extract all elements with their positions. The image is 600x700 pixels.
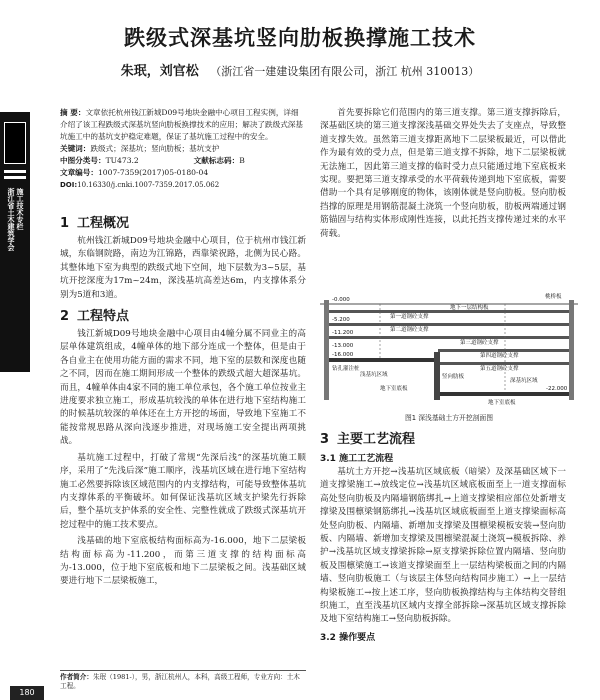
figure-1 bbox=[320, 290, 578, 408]
section-number: 3 bbox=[320, 432, 330, 447]
subsection-heading: 3.2 操作要点 bbox=[320, 632, 376, 643]
right-column-top bbox=[320, 107, 566, 244]
label-rib: 竖向肋板 bbox=[442, 374, 465, 380]
support-beam bbox=[329, 323, 569, 326]
section-number: 2 bbox=[60, 309, 70, 325]
authors: 朱珉，刘官松 bbox=[120, 64, 199, 79]
page-title: 跌级式深基坑竖向肋板换撑施工技术 bbox=[124, 26, 476, 50]
doc-code-value: B bbox=[239, 156, 245, 165]
support-beam bbox=[438, 349, 569, 352]
section-heading bbox=[60, 305, 306, 324]
retaining-wall bbox=[324, 300, 329, 400]
section-number: 1 bbox=[60, 216, 70, 231]
doc-code-label: 文献标志码： bbox=[193, 156, 240, 165]
section-heading bbox=[60, 212, 306, 231]
doi-label: DOI: bbox=[60, 181, 78, 189]
vertical-rib bbox=[434, 352, 440, 400]
doi-value: 10.16330/j.cnki.1007-7359.2017.05.062 bbox=[77, 181, 220, 189]
left-column bbox=[60, 212, 306, 592]
label-floor-b1: 地下一层结构板 bbox=[450, 305, 489, 311]
article-no-label: 文章编号： bbox=[60, 168, 98, 177]
elevation-1: -5.200 bbox=[332, 317, 350, 323]
author-line bbox=[0, 60, 600, 79]
paragraph: 基坑施工过程中，打破了常规“先深后浅”的深基坑施工顺序，采用了“先浅后深”施工顺序，浅基坑区域在进行地下室结构施工必然要拆除该区域范围内的内支撑结构，可能导致整体基坑内支撑体系的平衡破坏。如何保证浅基坑区域支护梁先行拆除后，整个基坑支护体系的安全性、完整性就成了跌级式深基坑开挖过程中的施工技术要点。 bbox=[60, 452, 306, 530]
keywords bbox=[60, 143, 306, 155]
label-shallow: 浅基坑区域 bbox=[360, 372, 388, 378]
support-beam bbox=[329, 310, 569, 313]
label-support-1: 第一道钢砼支撑 bbox=[390, 314, 429, 320]
paragraph: 钱江新城D09号地块金融中心项目由4幢分属不同业主的高层单体建筑组成，4幢单体的地下部分连成一个整体，但是由于各自业主在使用功能方面的需求不同，地下室的层数和深度也随之不同，因而在施工期间形成一个整体的跌级式超大超深基坑。而且，4幢单体由4家不同的施工单位承包，各个施工单位按业主进度要求独立施工，形成基坑较浅的单体在进行地下室结构施工的时候基坑较深的单体还在土方开挖的场面，导致地下室施工不能按常规思路从深向浅逐步推进，对现场施工安全提出两项挑战。 bbox=[60, 329, 306, 447]
section-diagram bbox=[320, 290, 578, 408]
section-title: 工程概况 bbox=[77, 216, 130, 231]
support-beam bbox=[329, 336, 569, 339]
floor-slab bbox=[440, 392, 569, 396]
article-no-value: 1007-7359(2017)05-0180-04 bbox=[97, 168, 209, 177]
abstract-block bbox=[60, 107, 306, 191]
paragraph: 基坑土方开挖→浅基坑区域底板（暗梁）及深基础区域下一道支撑梁施工→放线定位→浅基坑区域底板面至上一道支撑面标高处竖向肋板及内隔墙钢筋绑扎→上道支撑梁相应部位处新增支撑梁及围檩梁钢筋绑扎→浅基坑区域底板面至上道支撑梁面标高处竖向肋板、内隔墙、新增加支撑梁及围檩梁模板安装→竖向肋板、内隔墙、新增加支撑梁及围檩梁混凝土浇筑→模板拆除、养护→浅基坑区域支撑梁拆除→原支撑梁拆除位置内隔墙、竖向肋板及围檩梁施工→该道支撑梁面至上一层结构梁板面之间的内隔墙、竖向肋板施工（与该层主体竖向结构同步施工）→上一层结构梁板施工→按上述工序，竖向肋板换撑结构与主体结构交替组织施工，直至浅基坑区域内支撑全部拆除→深基坑区域支撑拆除及地下室结构施工→竖向肋板拆除。 bbox=[320, 467, 566, 625]
journal-sidebar bbox=[0, 112, 30, 372]
keywords-text: 跌级式；深基坑；竖向肋板；基坑支护 bbox=[90, 144, 220, 153]
clc-value: TU473.2 bbox=[105, 156, 139, 165]
label-floor-deep: 地下室底板 bbox=[488, 400, 516, 406]
label-floor-bottom: 地下室底板 bbox=[380, 386, 408, 392]
divider bbox=[4, 170, 26, 173]
floor-slab bbox=[329, 358, 438, 362]
elevation-3: -13.000 bbox=[332, 343, 354, 349]
label-deep: 深基坑区域 bbox=[510, 378, 538, 384]
label-support-5: 第五道钢砼支撑 bbox=[480, 366, 519, 372]
section-title: 工程特点 bbox=[77, 309, 130, 325]
label-left: 钻孔灌注桩 bbox=[332, 366, 360, 372]
article-number bbox=[60, 167, 306, 179]
doi bbox=[60, 179, 306, 191]
label-support-2: 第二道钢砼支撑 bbox=[390, 327, 429, 333]
paragraph: 首先要拆除它们范围内的第三道支撑。第三道支撑拆除后，深基础区块的第三道支撑深浅基础交界处失去了支座点，导致整道支撑失效。虽然第三道支撑距离地下二层梁板最近，可以借此作为最有效的受力点，但是第三道支撑不拆除，地下二层梁板就无法施工，因此第三道支撑的临时受力点只能通过地下室底板来实现。要把第三道支撑承受的水平荷载传递到地下室底板，需要借助一个具有足够刚度的物体，该刚体就是竖向肋板。竖向肋板挡撑的原理是用钢筋混凝土浇筑一个竖向肋板，肋板两端通过钢筋锚固与结构实体形成刚性连接，以此托挡支撑传递过来的水平荷载。 bbox=[320, 108, 566, 239]
section-heading bbox=[320, 428, 566, 447]
abstract-text: 文章依托杭州钱江新城D09号地块金融中心项目工程实例，详细介绍了该工程跌级式深基坑竖向肋板换撑技术的应用；解决了跌级式深基坑施工中的基坑支护稳定难题，保证了基坑施工过程中的安全。 bbox=[60, 108, 303, 141]
paragraph: 浅基础的地下室底板结构面标高为-16.000，地下二层梁板结构面标高为-11.200，而第三道支撑的结构面标高为-13.000，位于地下室底板和地下二层梁板之间。浅基础区域要进行地下二层梁板施工， bbox=[60, 536, 306, 587]
section-title: 主要工艺流程 bbox=[337, 432, 416, 447]
figure-caption: 图1 深浅基础土方开挖剖面图 bbox=[404, 414, 494, 422]
sidebar-text-2: 施工技术专栏 bbox=[16, 188, 24, 230]
clc-label: 中图分类号： bbox=[60, 156, 106, 165]
elevation-2: -11.200 bbox=[332, 330, 354, 336]
label-support-3: 第三道钢砼支撑 bbox=[460, 340, 499, 346]
keywords-label: 关键词： bbox=[60, 144, 91, 153]
retaining-wall bbox=[569, 300, 574, 400]
label-support-4: 第四道钢砼支撑 bbox=[480, 353, 519, 359]
abstract-label: 摘 要： bbox=[60, 108, 86, 117]
page-number: 180 bbox=[10, 686, 44, 700]
label-top-right: 桃桥板 bbox=[545, 294, 562, 300]
author-footnote bbox=[60, 670, 306, 691]
right-column-bottom bbox=[320, 428, 566, 645]
paragraph: 杭州钱江新城D09号地块金融中心项目，位于杭州市钱江新城，东临钢院路，南边为江锦路，西靠梁祝路，北侧为民心路。其整体地下室为典型的跌级式地下空间，地下层数为3~5层，基坑开挖深度为17m~24m，深浅基坑高差达6m，内支撑体系分别为5道和3道。 bbox=[60, 236, 306, 300]
affiliation: （浙江省一建建设集团有限公司，浙江 杭州 310013） bbox=[210, 65, 480, 78]
divider bbox=[4, 176, 26, 179]
support-beam bbox=[438, 362, 569, 365]
subsection-heading: 3.1 施工工艺流程 bbox=[320, 454, 394, 464]
elevation-0: -0.000 bbox=[332, 297, 350, 303]
classification bbox=[60, 155, 306, 167]
footnote-label: 作者简介： bbox=[60, 673, 93, 681]
journal-logo-icon bbox=[4, 122, 26, 164]
footnote-text: 朱珉（1981-），男，浙江杭州人，本科，高级工程师，专业方向：土木工程。 bbox=[60, 673, 300, 690]
abstract bbox=[60, 107, 306, 143]
elevation-5: -22.000 bbox=[546, 386, 568, 392]
sidebar-text-1: 浙江省土木建筑学会 bbox=[7, 188, 15, 251]
elevation-4: -16.000 bbox=[332, 352, 354, 358]
